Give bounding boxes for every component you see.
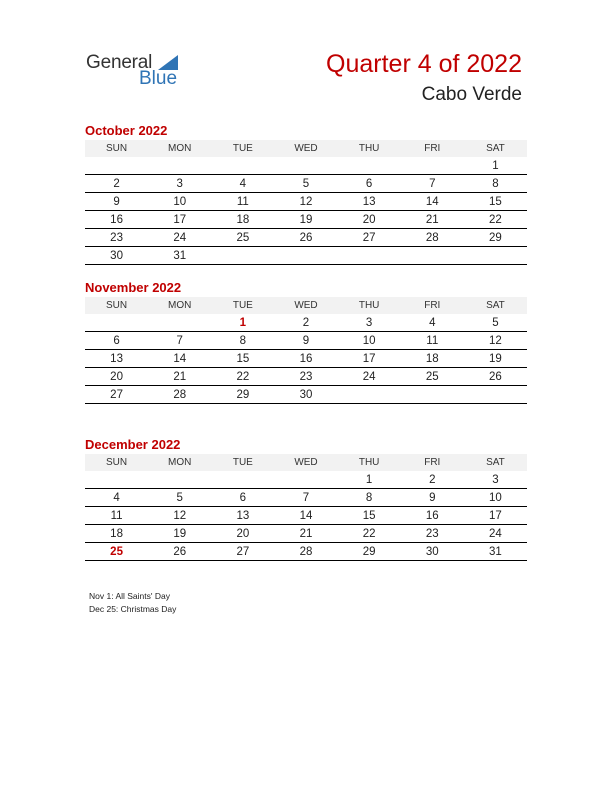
day-cell: 26 [464, 368, 527, 386]
day-cell: 16 [401, 507, 464, 525]
empty-day-cell [148, 471, 211, 489]
week-row [85, 314, 527, 332]
weekday-label: TUE [211, 454, 274, 471]
month-title: December 2022 [85, 437, 181, 452]
day-cell: 10 [148, 193, 211, 211]
month-title: October 2022 [85, 123, 168, 138]
day-cell: 24 [464, 525, 527, 543]
day-cell: 11 [401, 332, 464, 350]
day-cell: 15 [211, 350, 274, 368]
day-cell: 30 [85, 247, 148, 265]
empty-day-cell [85, 157, 148, 175]
week-row [85, 386, 527, 404]
empty-day-cell [338, 157, 401, 175]
day-cell: 12 [148, 507, 211, 525]
week-row [85, 525, 527, 543]
day-cell: 22 [464, 211, 527, 229]
day-cell: 1 [464, 157, 527, 175]
day-cell: 3 [338, 314, 401, 332]
day-cell: 29 [211, 386, 274, 404]
weekday-label: THU [338, 297, 401, 314]
day-cell: 5 [274, 175, 337, 193]
weekday-label: SUN [85, 297, 148, 314]
day-cell: 4 [85, 489, 148, 507]
weekday-label: FRI [401, 140, 464, 157]
day-cell: 7 [274, 489, 337, 507]
logo-text-blue: Blue [139, 68, 178, 89]
day-cell: 22 [338, 525, 401, 543]
day-cell: 29 [338, 543, 401, 561]
weekday-header-row [85, 140, 527, 157]
weekday-label: TUE [211, 297, 274, 314]
day-cell: 23 [85, 229, 148, 247]
week-row [85, 332, 527, 350]
day-cell: 4 [211, 175, 274, 193]
day-cell: 8 [338, 489, 401, 507]
day-cell: 7 [148, 332, 211, 350]
empty-day-cell [338, 247, 401, 265]
day-cell: 13 [338, 193, 401, 211]
empty-day-cell [148, 314, 211, 332]
day-cell: 3 [148, 175, 211, 193]
day-cell: 26 [274, 229, 337, 247]
day-cell: 27 [85, 386, 148, 404]
quarter-title: Quarter 4 of 2022 [326, 50, 522, 78]
day-cell: 31 [148, 247, 211, 265]
day-cell: 3 [464, 471, 527, 489]
day-cell: 20 [338, 211, 401, 229]
day-cell: 14 [148, 350, 211, 368]
weekday-label: THU [338, 454, 401, 471]
week-row [85, 175, 527, 193]
holiday-notes [89, 590, 176, 616]
day-cell: 23 [401, 525, 464, 543]
empty-day-cell [211, 157, 274, 175]
day-cell: 9 [401, 489, 464, 507]
day-cell: 19 [464, 350, 527, 368]
weekday-label: WED [274, 140, 337, 157]
day-cell: 31 [464, 543, 527, 561]
day-cell: 18 [211, 211, 274, 229]
day-cell: 30 [274, 386, 337, 404]
day-cell: 28 [148, 386, 211, 404]
weekday-header-row [85, 297, 527, 314]
month-grid [85, 140, 527, 265]
weekday-label: TUE [211, 140, 274, 157]
empty-day-cell [338, 386, 401, 404]
day-cell: 18 [85, 525, 148, 543]
weekday-label: FRI [401, 454, 464, 471]
day-cell: 1 [211, 314, 274, 332]
day-cell: 29 [464, 229, 527, 247]
weekday-label: WED [274, 297, 337, 314]
day-cell: 20 [85, 368, 148, 386]
week-row [85, 489, 527, 507]
week-row [85, 507, 527, 525]
weekday-label: SAT [464, 454, 527, 471]
day-cell: 10 [338, 332, 401, 350]
day-cell: 2 [274, 314, 337, 332]
weekday-label: MON [148, 454, 211, 471]
day-cell: 24 [338, 368, 401, 386]
day-cell: 7 [401, 175, 464, 193]
day-cell: 15 [464, 193, 527, 211]
weekday-label: SUN [85, 454, 148, 471]
week-row [85, 193, 527, 211]
day-cell: 8 [211, 332, 274, 350]
month-october [85, 122, 527, 265]
empty-day-cell [401, 386, 464, 404]
week-row [85, 157, 527, 175]
day-cell: 13 [211, 507, 274, 525]
day-cell: 5 [148, 489, 211, 507]
day-cell: 6 [211, 489, 274, 507]
weekday-label: THU [338, 140, 401, 157]
empty-day-cell [464, 386, 527, 404]
logo-text-general: General [86, 52, 153, 73]
day-cell: 25 [85, 543, 148, 561]
empty-day-cell [401, 247, 464, 265]
month-title: November 2022 [85, 280, 182, 295]
day-cell: 26 [148, 543, 211, 561]
empty-day-cell [211, 247, 274, 265]
week-row [85, 229, 527, 247]
weekday-label: MON [148, 140, 211, 157]
day-cell: 16 [85, 211, 148, 229]
day-cell: 10 [464, 489, 527, 507]
day-cell: 2 [85, 175, 148, 193]
day-cell: 17 [464, 507, 527, 525]
day-cell: 17 [148, 211, 211, 229]
day-cell: 9 [85, 193, 148, 211]
day-cell: 22 [211, 368, 274, 386]
day-cell: 17 [338, 350, 401, 368]
week-row [85, 543, 527, 561]
week-row [85, 211, 527, 229]
day-cell: 6 [338, 175, 401, 193]
day-cell: 28 [401, 229, 464, 247]
weekday-label: SAT [464, 140, 527, 157]
day-cell: 23 [274, 368, 337, 386]
weekday-label: FRI [401, 297, 464, 314]
day-cell: 2 [401, 471, 464, 489]
week-row [85, 471, 527, 489]
day-cell: 27 [338, 229, 401, 247]
week-row [85, 368, 527, 386]
day-cell: 12 [464, 332, 527, 350]
day-cell: 15 [338, 507, 401, 525]
day-cell: 11 [211, 193, 274, 211]
day-cell: 5 [464, 314, 527, 332]
day-cell: 8 [464, 175, 527, 193]
weekday-label: SAT [464, 297, 527, 314]
weekday-label: MON [148, 297, 211, 314]
day-cell: 25 [401, 368, 464, 386]
day-cell: 12 [274, 193, 337, 211]
weekday-label: SUN [85, 140, 148, 157]
day-cell: 19 [148, 525, 211, 543]
empty-day-cell [401, 157, 464, 175]
day-cell: 20 [211, 525, 274, 543]
day-cell: 4 [401, 314, 464, 332]
weekday-header-row [85, 454, 527, 471]
day-cell: 19 [274, 211, 337, 229]
day-cell: 11 [85, 507, 148, 525]
weekday-label: WED [274, 454, 337, 471]
general-blue-logo [86, 52, 196, 92]
week-row [85, 247, 527, 265]
day-cell: 25 [211, 229, 274, 247]
day-cell: 21 [274, 525, 337, 543]
holiday-note: Dec 25: Christmas Day [89, 604, 177, 614]
day-cell: 1 [338, 471, 401, 489]
day-cell: 21 [401, 211, 464, 229]
month-grid [85, 454, 527, 561]
day-cell: 14 [274, 507, 337, 525]
day-cell: 18 [401, 350, 464, 368]
day-cell: 16 [274, 350, 337, 368]
day-cell: 6 [85, 332, 148, 350]
empty-day-cell [211, 471, 274, 489]
empty-day-cell [464, 247, 527, 265]
day-cell: 14 [401, 193, 464, 211]
empty-day-cell [274, 247, 337, 265]
country-name: Cabo Verde [421, 84, 522, 105]
day-cell: 9 [274, 332, 337, 350]
day-cell: 24 [148, 229, 211, 247]
week-row [85, 350, 527, 368]
empty-day-cell [274, 157, 337, 175]
month-november [85, 279, 527, 404]
day-cell: 30 [401, 543, 464, 561]
month-december [85, 436, 527, 561]
empty-day-cell [148, 157, 211, 175]
empty-day-cell [85, 314, 148, 332]
empty-day-cell [85, 471, 148, 489]
day-cell: 21 [148, 368, 211, 386]
holiday-note: Nov 1: All Saints' Day [89, 591, 170, 601]
day-cell: 27 [211, 543, 274, 561]
empty-day-cell [274, 471, 337, 489]
day-cell: 28 [274, 543, 337, 561]
month-grid [85, 297, 527, 404]
day-cell: 13 [85, 350, 148, 368]
